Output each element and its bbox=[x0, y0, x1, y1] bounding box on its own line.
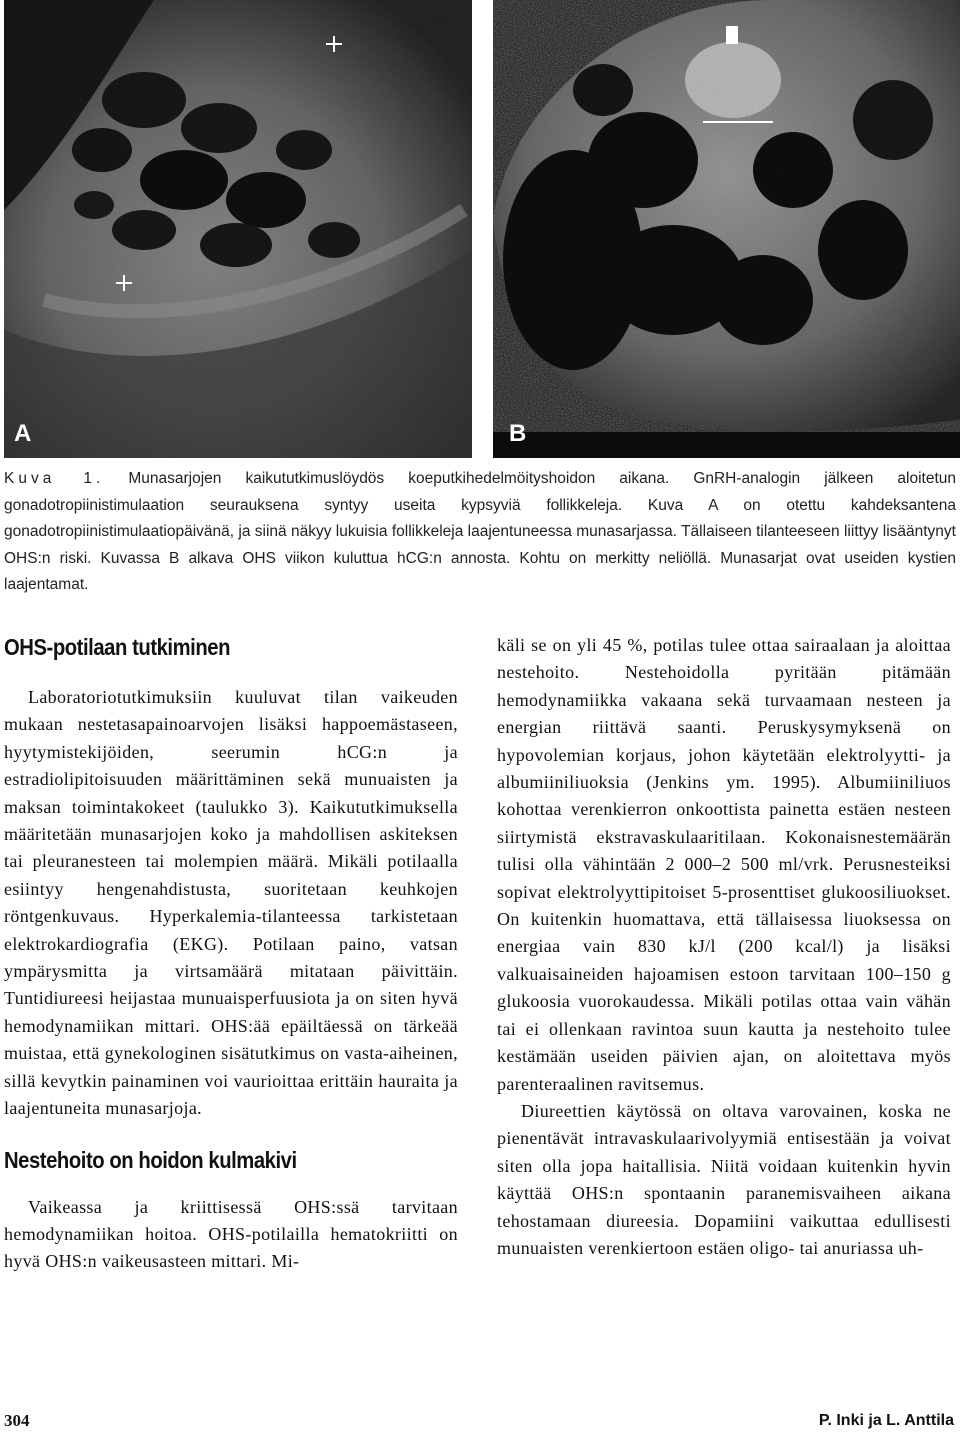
caption-label: Kuva 1. bbox=[4, 470, 105, 487]
figure-caption bbox=[4, 466, 956, 599]
caption-text: Munasarjojen kaikututkimuslöydös koeputkihedelmöityshoidon aikana. GnRH-analogin jälkeen aloitetun gonadotropiinistimulaation seurauksena syntyy useita kypsyviä follikkeleja. Kuva A on otettu kahdeksantena gonadotropiinistimulaatiopäivänä, ja siinä näkyy lukuisia follikkeleja laajentuneessa munasarjassa. Tällaiseen tilanteeseen liittyy lisääntynyt OHS:n riski. Kuvassa B alkava OHS viikon kuluttua hCG:n annosta. Kohtu on merkitty neliöllä. Munasarjat ovat useiden kystien laajentamat. bbox=[4, 470, 956, 593]
section-heading-1: OHS-potilaan tutkiminen bbox=[4, 634, 231, 660]
body-paragraph: Vaikeassa ja kriittisessä OHS:ssä tarvitaan hemodynamiikan hoitoa. OHS-potilailla hematokriitti on hyvä OHS:n vaikeusasteen mittari. Mi- bbox=[4, 1196, 458, 1272]
page-number: 304 bbox=[4, 1411, 30, 1430]
ultrasound-image-a bbox=[4, 0, 472, 458]
section-heading-2: Nestehoito on hoidon kulmakivi bbox=[4, 1146, 297, 1173]
right-column bbox=[497, 632, 951, 1262]
body-paragraph: Diureettien käytössä on oltava varovainen, koska ne pienentävät intravaskulaarivolyymiä entisestään ja voivat siten olla jopa haitallisia. Niitä voidaan kuitenkin hyvin käyttää OHS:n spontaanin paranemisvaiheen aikana tehostamaan diureesia. Dopamiini vaikuttaa edullisesti munuaisten verenkiertoon estäen oligo- tai anuriassa uh- bbox=[497, 1100, 951, 1258]
ultrasound-a-graphic bbox=[4, 0, 472, 458]
running-footer-authors: P. Inki ja L. Anttila bbox=[818, 1412, 954, 1429]
left-column bbox=[4, 632, 458, 1276]
body-paragraph: käli se on yli 45 %, potilas tulee ottaa sairaalaan ja aloittaa nestehoito. Nestehoidolla pyritään pitämään hemodynamiikka vakaana sekä turvaamaan nesteen ja energian riittävä saanti. Peruskysymyksenä on hypovolemian korjaus, johon käytetään elektrolyytti- ja albumiiniliuoksia (Jenkins ym. 1995). Albumiiniliuos kohottaa verenkierron onkoottista painetta estäen nesteen siirtymistä ekstravaskulaaritilaan. Kokonaisnestemäärän tulisi olla vähintään 2 000–2 500 ml/vrk. Perusnesteiksi sopivat elektrolyyttipitoiset 5-prosenttiset glukoosiliuokset. On kuitenkin huomattava, että tällaisessa liuoksessa on energiaa vain 830 kJ/l (200 kcal/l) ja lisäksi valkuaisaineiden hajoamisen estoon tarvitaan 100–150 g glukoosia vuorokaudessa. Mikäli potilas ottaa vain vähän tai ei ollenkaan ravintoa suun kautta ja nestehoito tulee kestämään useiden päivien ajan, on aloitettava myös parenteraalinen ravitsemus. bbox=[497, 635, 951, 1094]
body-paragraph: Laboratoriotutkimuksiin kuuluvat tilan vaikeuden mukaan nestetasapainoarvojen lisäksi happoemästaseen, hyytymistekijöiden, seerumin hCG:n ja estradiolipitoisuuden määrittäminen sekä munuaisten ja maksan toimintakokeet (taulukko 3). Kaikututkimuksella määritetään munasarjojen koko ja mahdollisen askiteksen tai pleuranesteen tai molempien määrä. Mikäli potilaalla esiintyy hengenahdistusta, suoritetaan keuhkojen röntgenkuvaus. Hyperkalemia-tilanteessa tarkistetaan elektrokardiografia (EKG). Potilaan paino, vatsan ympärysmitta ja virtsamäärä mitataan päivittäin. Tuntidiureesi heijastaa munuaisperfuusiota ja on siten hyvä hemodynamiikan mittari. OHS:ää epäiltäessä on tärkeää muistaa, että gynekologinen sisätutkimus on vasta-aiheinen, sillä kevytkin painaminen voi vaurioittaa erittäin hauraita ja laajentuneita munasarjoja. bbox=[4, 687, 458, 1119]
panel-label-a: A bbox=[14, 420, 32, 447]
ultrasound-b-graphic bbox=[493, 0, 960, 458]
figure bbox=[0, 0, 960, 460]
panel-label-b: B bbox=[509, 420, 527, 447]
ultrasound-image-b bbox=[493, 0, 960, 458]
